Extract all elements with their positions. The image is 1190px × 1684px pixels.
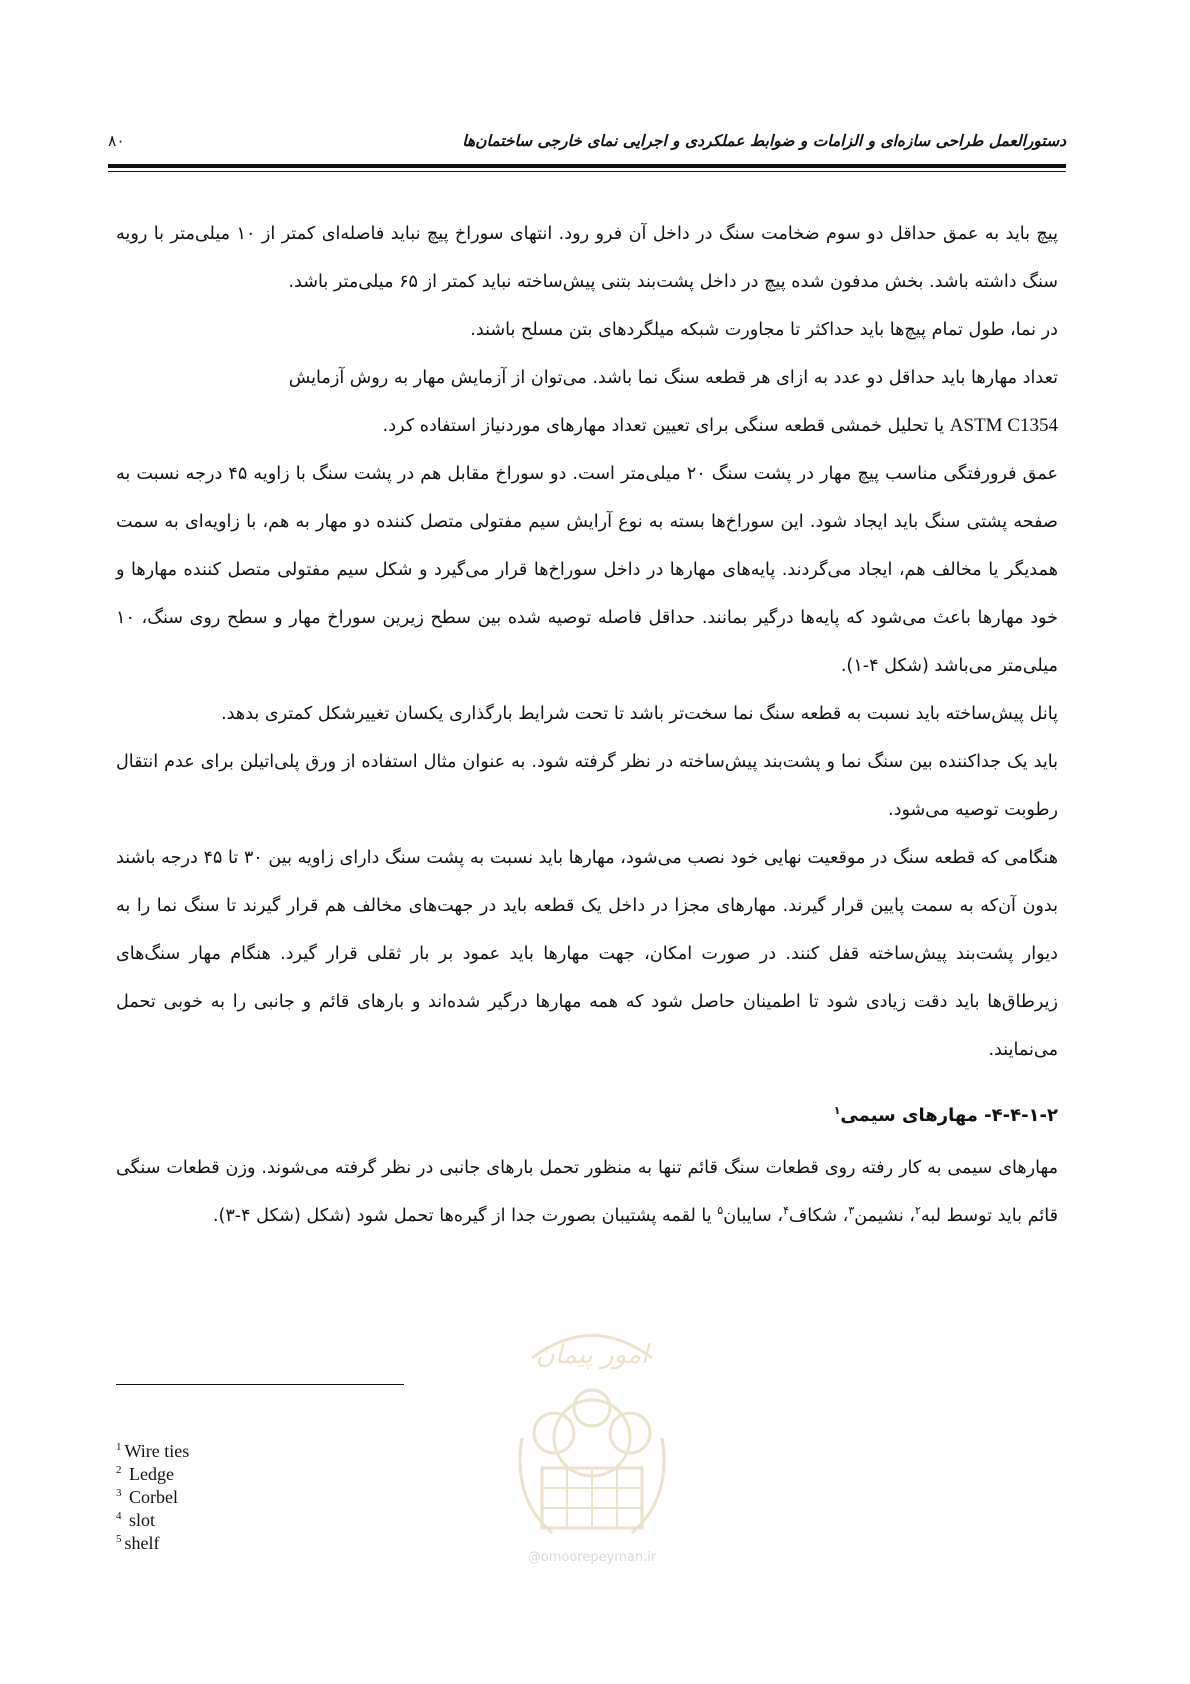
paragraph-precast-panel: پانل پیش‌ساخته باید نسبت به قطعه سنگ نما سخت‌تر باشد تا تحت شرایط بارگذاری یکسان تغییرشکل کمتری بدهد. [221, 704, 1058, 724]
paragraph-anchor-angle: هنگامی که قطعه سنگ در موقعیت نهایی خود نصب می‌شود، مهارها باید نسبت به پشت سنگ دارای زاویه بین ۳۰ تا ۴۵ درجه باشند بدون آن‌که به سمت پایین قرار گیرند. مهارهای مجزا در داخل یک قطعه باید در جهت‌های مخالف هم قرار گیرند تا سنگ نما را به دیوار پشت‌بند پیش‌ساخته قفل کنند. در صورت امکان، جهت مهارها باید عمود بر بار ثقلی قرار گیرد. هنگام مهار سنگ‌های زیرطاق‌ها باید دقت زیادی شود تا اطمینان حاصل شود که همه مهارها درگیر شده‌اند و بارهای قائم و جانبی را به خوبی تحمل می‌نمایند. [116, 848, 1058, 1060]
paragraph-bolt-length: در نما، طول تمام پیچ‌ها باید حداکثر تا مجاورت شبکه میلگردهای بتن مسلح باشند. [470, 320, 1058, 340]
footnote-2: $^2$ Ledge [116, 1464, 174, 1484]
paragraph-anchor-hole: عمق فرورفتگی مناسب پیچ مهار در پشت سنگ ۲۰ میلی‌متر است. دو سوراخ مقابل هم در پشت سنگ با زاویه ۴۵ درجه نسبت به صفحه پشتی سنگ باید ایجاد شود. این سوراخ‌ها بسته به نوع آرایش سیم مفتولی متصل کننده دو مهار به هم، با زاویه‌ای به سمت همدیگر یا مخالف هم، ایجاد می‌گردند. پایه‌های مهارها در داخل سوراخ‌ها قرار می‌گیرد و شکل سیم مفتولی متصل کننده مهارها و خود مهارها باعث می‌شود که پایه‌ها درگیر بمانند. حداقل فاصله توصیه شده بین سطح زیرین سوراخ مهار و سطح روی سنگ، ۱۰ میلی‌متر می‌باشد (شکل ۴-۱). [116, 464, 1058, 676]
footnote-ref-3: ۳ [848, 1204, 855, 1218]
watermark-logo-text: امور پیمان [535, 1340, 649, 1370]
wire-ties-text-c: ، شکاف [789, 1206, 849, 1226]
footnote-ref-2: ۲ [915, 1204, 921, 1218]
footnote-4: $^4$ slot [116, 1510, 156, 1530]
paragraph-bolt-depth: پیچ باید به عمق حداقل دو سوم ضخامت سنگ در داخل آن فرو رود. انتهای سوراخ پیچ نباید فاصله‌ای کمتر از ۱۰ میلی‌متر با رویه سنگ داشته باشد. بخش مدفون شده پیچ در داخل پشت‌بند بتنی پیش‌ساخته نباید کمتر از ۶۵ میلی‌متر باشد. [116, 224, 1058, 292]
wire-ties-text-e: یا لقمه پشتیبان بصورت جدا از گیره‌ها تحمل شود (شکل (شکل ۴-۳). [212, 1206, 718, 1226]
header-rule-thick [108, 164, 1066, 168]
footnote-separator [116, 1384, 404, 1385]
wire-ties-text-d: ، سایبان [723, 1206, 784, 1226]
watermark [492, 1318, 692, 1578]
section-heading-text: ۴-۴-۱-۲- مهارهای سیمی [840, 1105, 1058, 1126]
section-heading [116, 1094, 1058, 1138]
watermark-logo-icon [492, 1318, 692, 1548]
footnote-3: $^3$ Corbel [116, 1487, 178, 1507]
paragraph-separator: باید یک جداکننده بین سنگ نما و پشت‌بند پیش‌ساخته در نظر گرفته شود. به عنوان مثال استفاده از ورق پلی‌اتیلن برای عدم انتقال رطوبت توصیه می‌شود. [116, 752, 1058, 820]
header-title: دستورالعمل طراحی سازه‌ای و الزامات و ضوابط عملکردی و اجرایی نمای خارجی ساختمان‌ها [462, 132, 1066, 150]
wire-ties-text-b: ، نشیمن [854, 1206, 915, 1226]
astm-standard: ASTM C1354 [949, 415, 1058, 436]
footnote-ref-5: ۵ [717, 1204, 724, 1218]
footnote-ref-4: ۴ [783, 1204, 789, 1218]
paragraph-anchor-count [116, 354, 1058, 450]
paragraph-wire-ties [116, 1144, 1058, 1240]
watermark-url: @omoorepeyman.ir [527, 1550, 657, 1565]
footnote-5: $^5$ shelf [116, 1533, 160, 1553]
page-number: ۸۰ [108, 132, 125, 150]
footnote-ref-1: ۱ [833, 1104, 841, 1117]
paragraph-anchor-count-b: یا تحلیل خمشی قطعه سنگی برای تعیین تعداد مهارهای موردنیاز استفاده کرد. [382, 416, 945, 436]
header-rule-thin [108, 171, 1066, 172]
wire-ties-text-a: مهارهای سیمی به کار رفته روی قطعات سنگ قائم تنها به منظور تحمل بارهای جانبی در نظر گرفته می‌شوند. وزن قطعات سنگی قائم باید توسط لبه [116, 1158, 1058, 1226]
page-header [108, 128, 1066, 162]
paragraph-anchor-count-a: تعداد مهارها باید حداقل دو عدد به ازای هر قطعه سنگ نما باشد. می‌توان از آزمایش مهار به روش آزمایش [288, 368, 1058, 388]
footnote-1: $^1$ Wire ties [116, 1441, 190, 1461]
footnotes [116, 1440, 416, 1555]
body-text [116, 210, 1058, 1240]
